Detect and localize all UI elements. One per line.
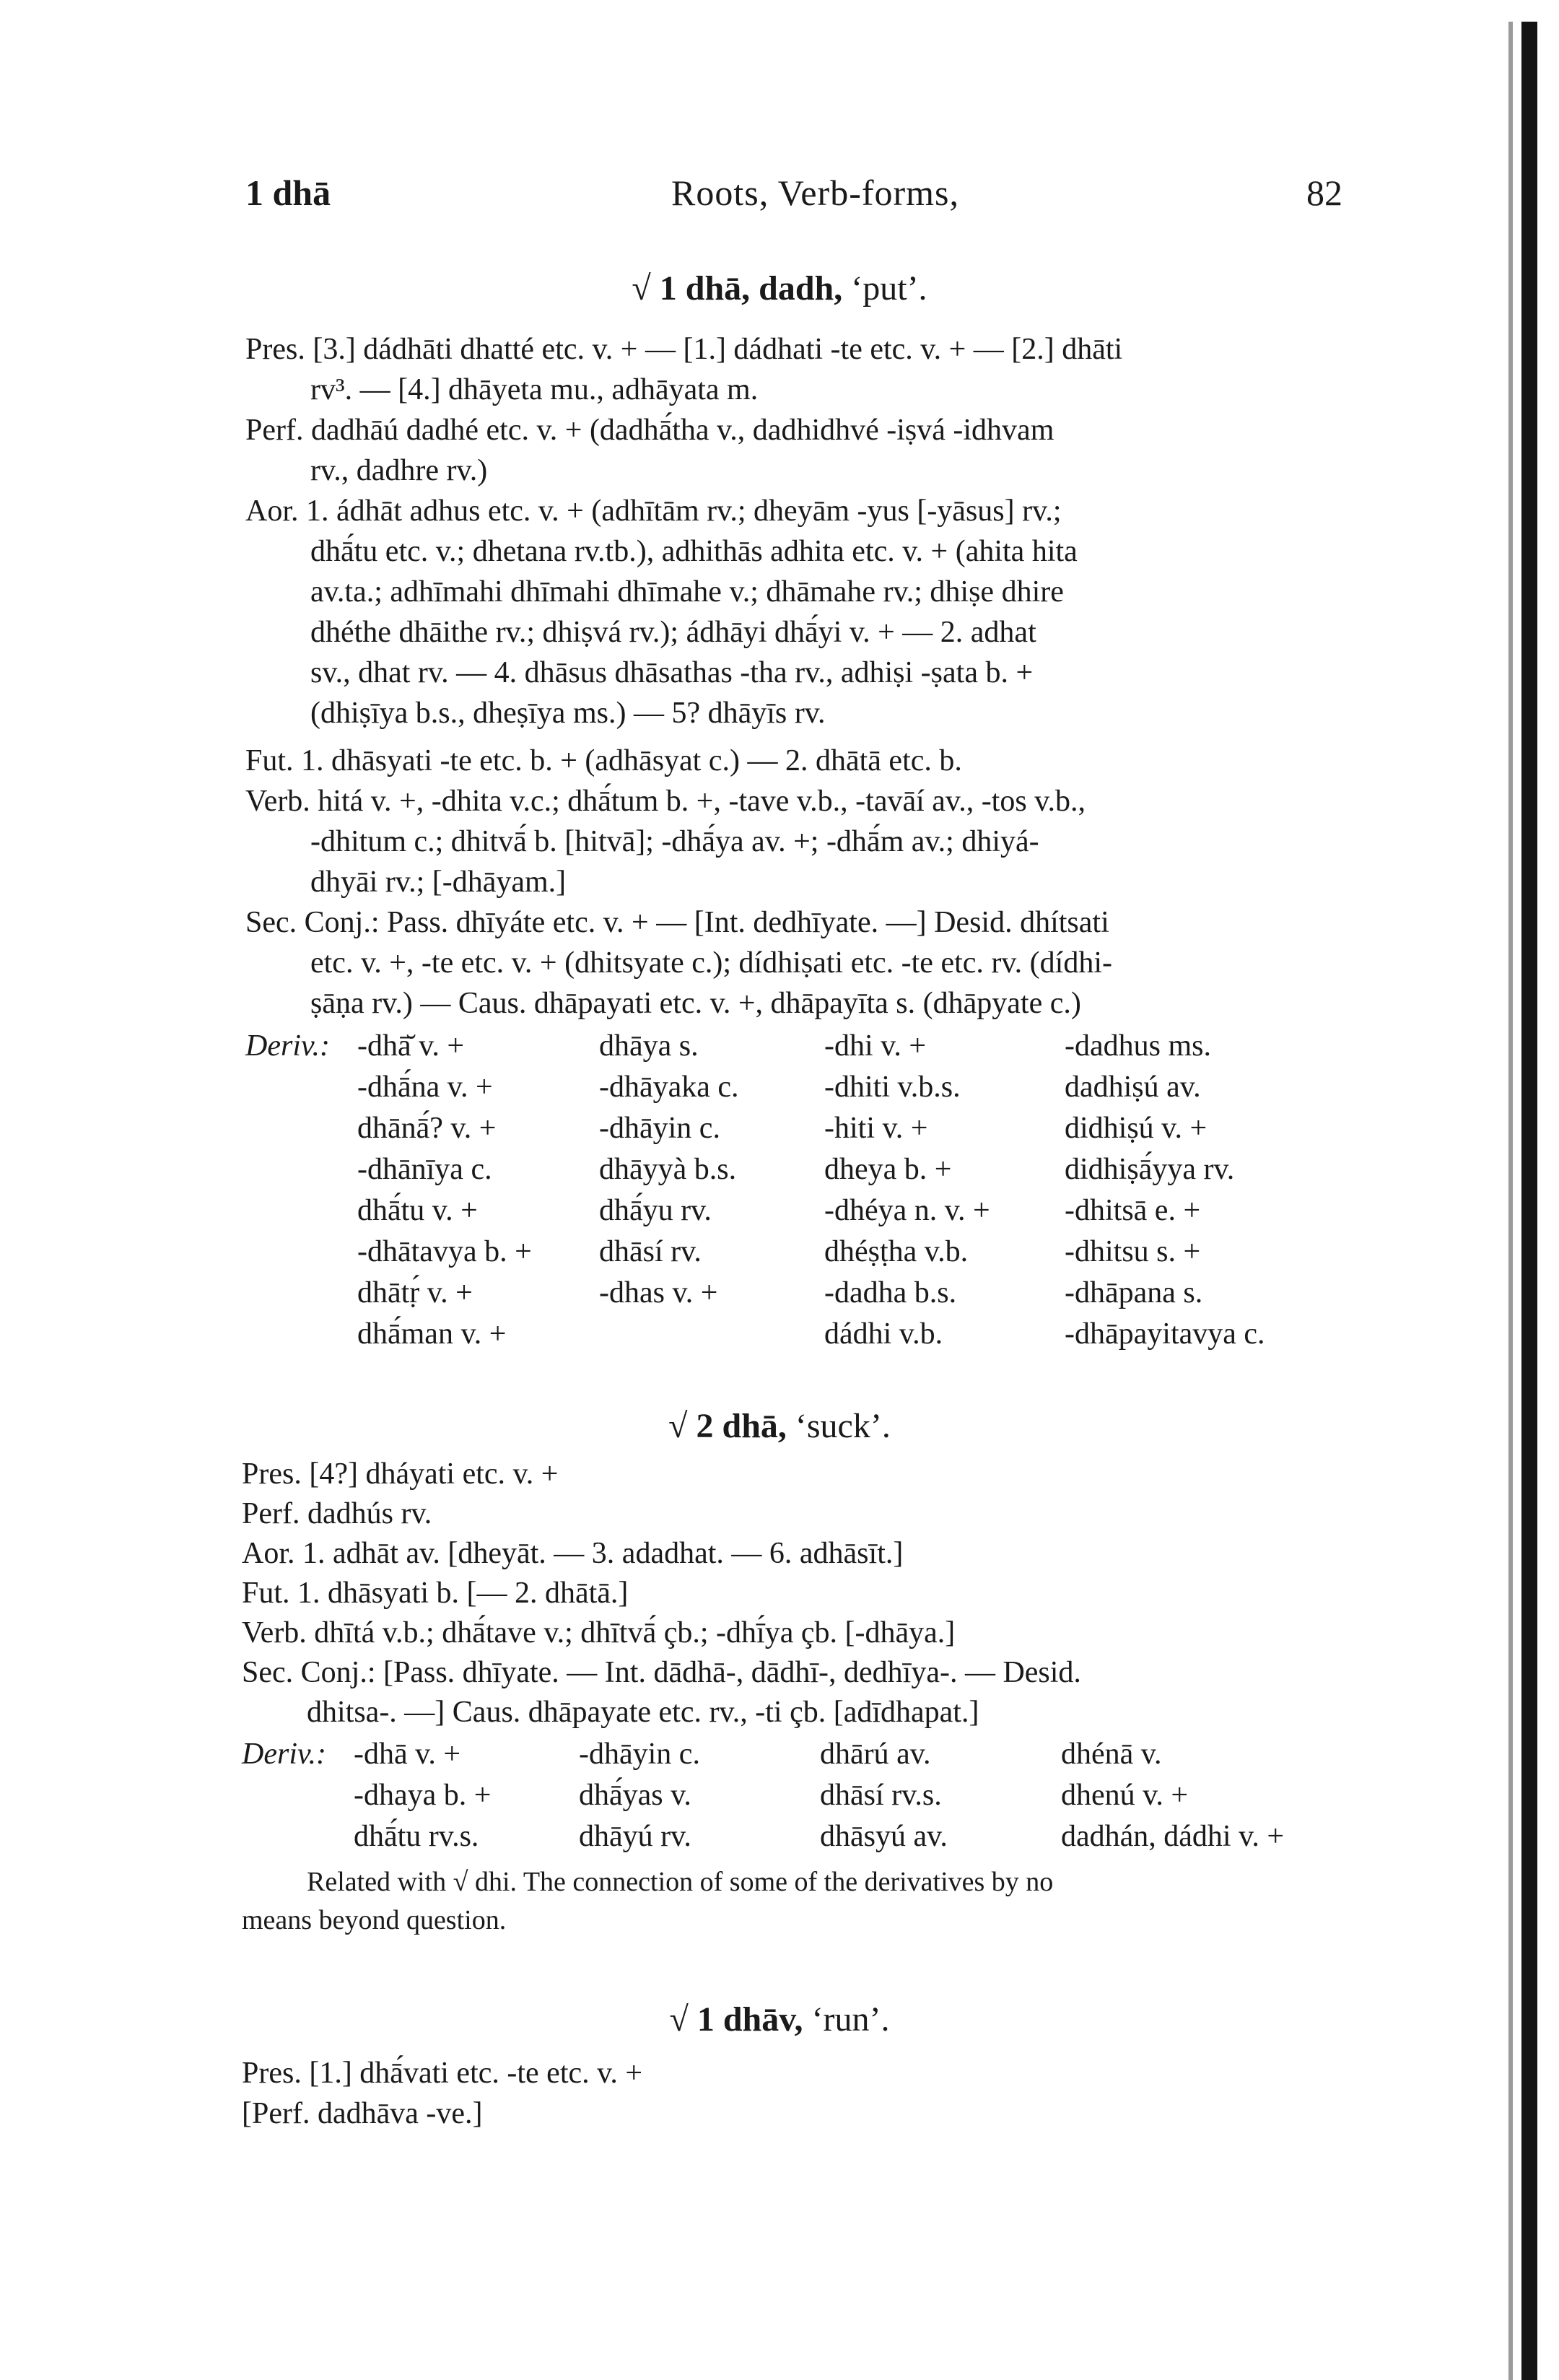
entry-line: Verb. dhītá v.b.; dhā́tave v.; dhītvā́ çb.; -dhī́ya çb. [-dhāya.] — [242, 1616, 956, 1649]
deriv-item: dhāyyà b.s. — [599, 1153, 737, 1186]
deriv-item: -dhā̆ v. + — [357, 1029, 465, 1063]
deriv-item: dadhiṣú av. — [1065, 1071, 1201, 1104]
deriv-item: -hiti v. + — [824, 1112, 928, 1145]
deriv-item: -dhi v. + — [824, 1029, 927, 1063]
deriv-item: dhā́tu rv.s. — [354, 1820, 479, 1853]
section-title-2-dha-suck — [0, 1406, 1559, 1446]
entry-line: Pres. [4?] dháyati etc. v. + — [242, 1457, 559, 1491]
entry-line: dhyāi rv.; [-dhāyam.] — [310, 866, 567, 899]
running-header — [245, 172, 1342, 230]
entry-line: [Perf. dadhāva -ve.] — [242, 2097, 483, 2130]
deriv-item: dhānā́? v. + — [357, 1112, 497, 1145]
note-line: Related with √ dhi. The connection of some of the derivatives by no — [307, 1867, 1054, 1897]
entry-line: Sec. Conj.: Pass. dhīyáte etc. v. + — [Int. dedhīyate. —] Desid. dhítsati — [245, 906, 1109, 939]
header-root: 1 dhā — [245, 173, 331, 213]
deriv-item: dhāyú rv. — [579, 1820, 691, 1853]
deriv-item: dhā́man v. + — [357, 1317, 507, 1351]
deriv-item: dhéṣṭha v.b. — [824, 1235, 969, 1268]
deriv-item: -dhiti v.b.s. — [824, 1071, 961, 1104]
deriv-item: dheya b. + — [824, 1153, 952, 1186]
deriv-item: -dhaya b. + — [354, 1779, 492, 1812]
deriv-item: didhiṣú v. + — [1065, 1112, 1208, 1145]
deriv-item: dhāsyú av. — [820, 1820, 948, 1853]
deriv-item: -dhitsā e. + — [1065, 1194, 1201, 1227]
page-number: 82 — [1306, 173, 1342, 213]
deriv-item: dhāya s. — [599, 1029, 699, 1063]
entry-line: Aor. 1. adhāt av. [dheyāt. — 3. adadhat. — 6. adhāsīt.] — [242, 1537, 904, 1570]
entry-line: Verb. hitá v. +, -dhita v.c.; dhā́tum b. +, -tave v.b., -tavāí av., -tos v.b., — [245, 785, 1086, 818]
deriv-item: -dhāyin c. — [579, 1738, 700, 1771]
entry-line: (dhiṣīya b.s., dheṣīya ms.) — 5? dhāyīs rv. — [310, 697, 826, 730]
note-line: means beyond question. — [242, 1905, 507, 1935]
deriv-item: dhenú v. + — [1061, 1779, 1189, 1812]
root-gloss: ‘suck’. — [795, 1407, 891, 1445]
deriv-label: Deriv.: — [245, 1029, 330, 1063]
root-gloss: ‘run’. — [811, 2000, 890, 2039]
entry-line: rv., dadhre rv.) — [310, 454, 488, 487]
deriv-item: dhāsí rv.s. — [820, 1779, 942, 1812]
deriv-item: -dadhus ms. — [1065, 1029, 1211, 1063]
deriv-item: dhāsí rv. — [599, 1235, 702, 1268]
entry-line: ṣāṇa rv.) — Caus. dhāpayati etc. v. +, dhāpayīta s. (dhāpyate c.) — [310, 987, 1081, 1020]
deriv-item: -dhéya n. v. + — [824, 1194, 990, 1227]
entry-line: Aor. 1. ádhāt adhus etc. v. + (adhītām rv.; dheyām -yus [-yāsus] rv.; — [245, 494, 1062, 528]
deriv-item: dhā́yu rv. — [599, 1194, 712, 1227]
entry-line: dhā́tu etc. v.; dhetana rv.tb.), adhithās adhita etc. v. + (ahita hita — [310, 535, 1078, 568]
entry-line: av.ta.; adhīmahi dhīmahi dhīmahe v.; dhāmahe rv.; dhiṣe dhire — [310, 575, 1064, 609]
root-gloss: ‘put’. — [851, 269, 927, 308]
deriv-item: -dadha b.s. — [824, 1276, 957, 1309]
entry-line: Fut. 1. dhāsyati -te etc. b. + (adhāsyat c.) — 2. dhātā etc. b. — [245, 744, 962, 777]
deriv-item: -dhas v. + — [599, 1276, 718, 1309]
deriv-item: -dhāyin c. — [599, 1112, 720, 1145]
root-heading: √ 1 dhāv, — [669, 2000, 803, 2039]
deriv-item: -dhāyaka c. — [599, 1071, 739, 1104]
deriv-item: dhā́tu v. + — [357, 1194, 478, 1227]
entry-line: Pres. [1.] dhā́vati etc. -te etc. v. + — [242, 2057, 643, 2090]
deriv-item: -dhā́na v. + — [357, 1071, 493, 1104]
deriv-item: -dhitsu s. + — [1065, 1235, 1201, 1268]
deriv-item: -dhānīya c. — [357, 1153, 492, 1186]
deriv-item: -dhāpana s. — [1065, 1276, 1203, 1309]
root-heading: √ 1 dhā, dadh, — [632, 269, 843, 308]
entry-line: etc. v. +, -te etc. v. + (dhitsyate c.); dídhiṣati etc. -te etc. rv. (dídhi- — [310, 946, 1112, 980]
entry-line: rv³. — [4.] dhāyeta mu., adhāyata m. — [310, 373, 759, 406]
entry-line: dhéthe dhāithe rv.; dhiṣvá rv.); ádhāyi dhā́yi v. + — 2. adhat — [310, 616, 1036, 649]
deriv-item: dhénā v. — [1061, 1738, 1162, 1771]
entry-line: Perf. dadhāú dadhé etc. v. + (dadhā́tha v., dadhidhvé -iṣvá -idhvam — [245, 414, 1054, 447]
deriv-item: dhātṛ́ v. + — [357, 1276, 473, 1309]
header-title: Roots, Verb-forms, — [671, 173, 960, 213]
deriv-item: dhārú av. — [820, 1738, 931, 1771]
entry-line: Pres. [3.] dádhāti dhatté etc. v. + — [1.] dádhati -te etc. v. + — [2.] dhāti — [245, 333, 1123, 366]
entry-line: Sec. Conj.: [Pass. dhīyate. — Int. dādhā-, dādhī-, dedhīya-. — Desid. — [242, 1656, 1081, 1689]
deriv-item: -dhā v. + — [354, 1738, 461, 1771]
root-heading: √ 2 dhā, — [668, 1407, 787, 1445]
deriv-item: -dhāpayitavya c. — [1065, 1317, 1265, 1351]
deriv-item: -dhātavya b. + — [357, 1235, 532, 1268]
entry-line: dhitsa-. —] Caus. dhāpayate etc. rv., -ti çb. [adīdhapat.] — [307, 1696, 979, 1729]
deriv-item: dadhán, dádhi v. + — [1061, 1820, 1285, 1853]
section-title-1-dha-put — [0, 269, 1559, 308]
deriv-item: dádhi v.b. — [824, 1317, 943, 1351]
deriv-item: didhiṣā́yya rv. — [1065, 1153, 1235, 1186]
entry-line: sv., dhat rv. — 4. dhāsus dhāsathas -tha rv., adhiṣi -ṣata b. + — [310, 656, 1034, 689]
section-title-1-dhav-run — [0, 2000, 1559, 2039]
entry-line: Perf. dadhús rv. — [242, 1497, 432, 1530]
deriv-item: dhā́yas v. — [579, 1779, 691, 1812]
entry-line: -dhitum c.; dhitvā́ b. [hitvā]; -dhā́ya av. +; -dhā́m av.; dhiyá- — [310, 825, 1039, 858]
entry-line: Fut. 1. dhāsyati b. [— 2. dhātā.] — [242, 1577, 629, 1610]
deriv-label: Deriv.: — [242, 1738, 326, 1771]
